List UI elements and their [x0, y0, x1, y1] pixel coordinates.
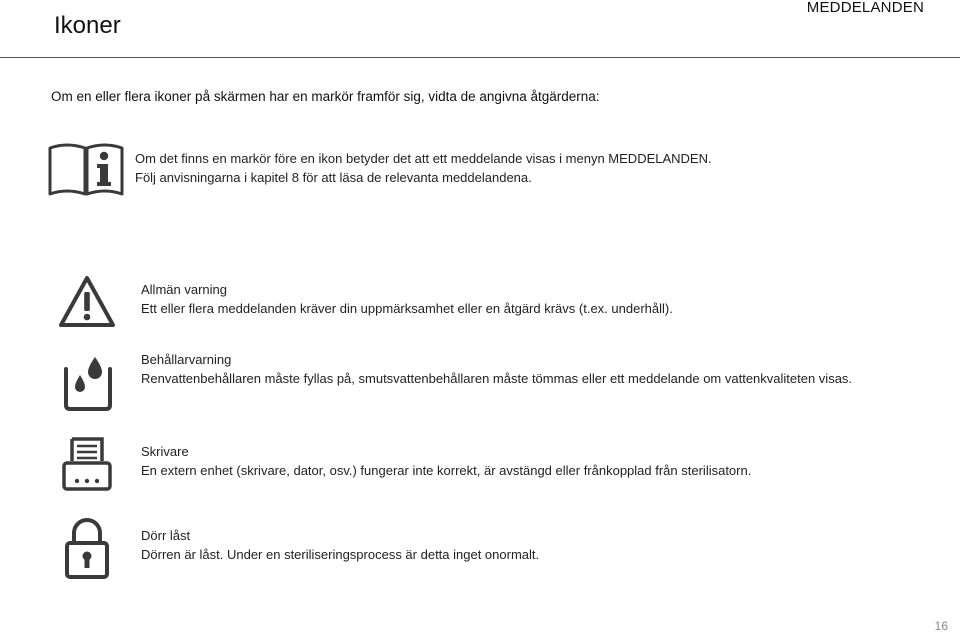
printer-description: En extern enhet (skrivare, dator, osv.) fungerar inte korrekt, är avstängd eller frånkopplad från sterilisatorn.: [141, 463, 752, 478]
icon-row-tank-warning: [0, 350, 960, 412]
general-warning-title: Allmän varning: [141, 282, 227, 297]
info-line-1: Om det finns en markör före en ikon betyder det att ett meddelande visas i menyn MEDDELANDEN.: [135, 151, 712, 166]
intro-text: Om en eller flera ikoner på skärmen har en markör framför sig, vidta de angivna åtgärderna:: [51, 89, 600, 104]
icon-row-general-warning: [0, 272, 960, 332]
section-label: MEDDELANDEN: [806, 0, 924, 16]
info-block: [0, 140, 960, 200]
manual-info-icon: [47, 140, 125, 198]
door-locked-title: Dörr låst: [141, 528, 191, 543]
general-warning-description: Ett eller flera meddelanden kräver din uppmärksamhet eller en åtgärd krävs (t.ex. underhåll).: [141, 301, 673, 316]
warning-triangle-icon: [58, 275, 116, 329]
page-title: Ikoner: [54, 12, 121, 39]
page-number: 16: [934, 619, 948, 633]
tank-warning-description: Renvattenbehållaren måste fyllas på, smutsvattenbehållaren måste tömmas eller ett meddelande om vattenkvaliteten visas.: [141, 371, 853, 386]
icon-row-door-locked: [0, 516, 960, 582]
door-locked-description: Dörren är låst. Under en steriliseringsprocess är detta inget onormalt.: [141, 547, 540, 562]
header-divider: [0, 57, 960, 58]
water-tank-icon: [62, 353, 114, 411]
printer-title: Skrivare: [141, 444, 189, 459]
icon-row-printer: [0, 432, 960, 496]
printer-icon: [60, 435, 114, 493]
tank-warning-title: Behållarvarning: [141, 352, 232, 367]
padlock-icon: [63, 517, 111, 581]
info-line-2: Följ anvisningarna i kapitel 8 för att läsa de relevanta meddelandena.: [135, 170, 532, 185]
